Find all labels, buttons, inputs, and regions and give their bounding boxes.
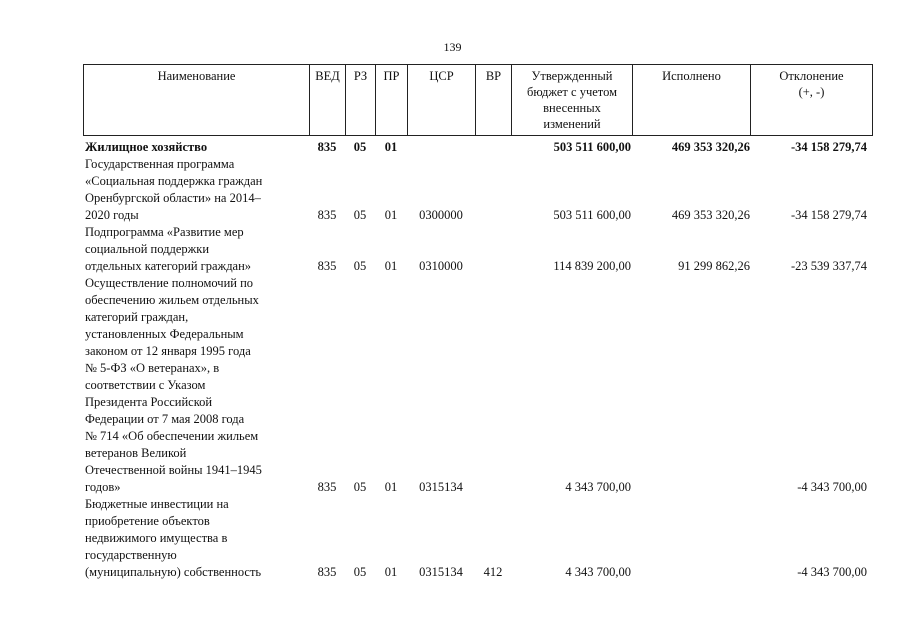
row-name-line: социальной поддержки bbox=[85, 242, 210, 256]
header-vr-label: ВР bbox=[485, 69, 502, 83]
row-vr-cell: 412 bbox=[483, 565, 503, 579]
header-vr bbox=[475, 64, 511, 136]
row-rz-cell: 05 bbox=[353, 259, 367, 273]
header-ved bbox=[309, 64, 345, 136]
header-approved-line: бюджет с учетом bbox=[526, 85, 617, 99]
header-pr-label: ПР bbox=[383, 69, 400, 83]
row-pr-cell: 01 bbox=[384, 565, 398, 579]
row-approved-cell: 4 343 700,00 bbox=[565, 480, 631, 494]
row-ved-cell: 835 bbox=[317, 480, 337, 494]
row-name-line: государственную bbox=[85, 548, 177, 562]
row-ved-cell: 835 bbox=[317, 259, 337, 273]
row-csr-cell: 0315134 bbox=[419, 480, 463, 494]
row-name-line: приобретение объектов bbox=[85, 514, 210, 528]
row-name-line: ветеранов Великой bbox=[85, 446, 187, 460]
header-pr bbox=[375, 64, 407, 136]
row-name-line: «Социальная поддержка граждан bbox=[85, 174, 263, 188]
row-name-line: (муниципальную) собственность bbox=[85, 565, 262, 579]
header-name-label: Наименование bbox=[157, 69, 236, 83]
row-csr-cell: 0300000 bbox=[419, 208, 463, 222]
header-executed bbox=[632, 64, 750, 136]
row-name-line: Подпрограмма «Развитие мер bbox=[85, 225, 244, 239]
row-name-line: Осуществление полномочий по bbox=[85, 276, 254, 290]
row-name-line: № 5-ФЗ «О ветеранах», в bbox=[85, 361, 220, 375]
row-name-line: соответствии с Указом bbox=[85, 378, 206, 392]
row-csr-cell: 0315134 bbox=[419, 565, 463, 579]
row-deviation-cell: -23 539 337,74 bbox=[790, 259, 867, 273]
header-rz bbox=[345, 64, 375, 136]
row-deviation-cell: -4 343 700,00 bbox=[797, 480, 867, 494]
row-name-line: Государственная программа bbox=[85, 157, 235, 171]
row-pr-cell: 01 bbox=[384, 208, 398, 222]
row-name-line: Федерации от 7 мая 2008 года bbox=[85, 412, 245, 426]
header-executed-label: Исполнено bbox=[662, 69, 721, 83]
row-name-line: недвижимого имущества в bbox=[85, 531, 228, 545]
row-deviation-cell: -4 343 700,00 bbox=[797, 565, 867, 579]
row-name-line: Оренбургской области» на 2014– bbox=[85, 191, 261, 205]
page-number: 139 bbox=[443, 40, 462, 54]
header-approved bbox=[511, 64, 632, 136]
row-name-line: категорий граждан, bbox=[85, 310, 189, 324]
row-name-line: законом от 12 января 1995 года bbox=[85, 344, 251, 358]
row-name-line: годов» bbox=[85, 480, 121, 494]
row-pr-cell: 01 bbox=[384, 480, 398, 494]
header-approved-line: Утвержденный bbox=[531, 69, 613, 83]
header-deviation-line: (+, -) bbox=[798, 85, 825, 99]
header-deviation bbox=[750, 64, 873, 136]
row-approved-cell: 503 511 600,00 bbox=[553, 140, 631, 154]
header-csr bbox=[407, 64, 475, 136]
row-name-line: Жилищное хозяйство bbox=[85, 140, 208, 154]
row-name-line: обеспечению жильем отдельных bbox=[85, 293, 259, 307]
header-deviation-line: Отклонение bbox=[779, 69, 844, 83]
row-approved-cell: 114 839 200,00 bbox=[553, 259, 631, 273]
header-approved-line: изменений bbox=[543, 117, 601, 131]
row-executed-cell: 91 299 862,26 bbox=[678, 259, 750, 273]
row-executed-cell: 469 353 320,26 bbox=[671, 140, 750, 154]
row-approved-cell: 4 343 700,00 bbox=[565, 565, 631, 579]
header-approved-line: внесенных bbox=[543, 101, 601, 115]
row-name-line: Президента Российской bbox=[85, 395, 213, 409]
row-approved-cell: 503 511 600,00 bbox=[553, 208, 631, 222]
row-ved-cell: 835 bbox=[317, 208, 337, 222]
header-name bbox=[83, 64, 309, 136]
row-ved-cell: 835 bbox=[317, 140, 337, 154]
row-deviation-cell: -34 158 279,74 bbox=[790, 208, 867, 222]
row-name-line: отдельных категорий граждан» bbox=[85, 259, 252, 273]
row-pr-cell: 01 bbox=[384, 259, 398, 273]
row-csr-cell: 0310000 bbox=[419, 259, 463, 273]
row-rz-cell: 05 bbox=[353, 140, 367, 154]
row-name-line: Бюджетные инвестиции на bbox=[85, 497, 229, 511]
header-csr-label: ЦСР bbox=[429, 69, 454, 83]
header-rz-label: РЗ bbox=[353, 69, 368, 83]
row-rz-cell: 05 bbox=[353, 565, 367, 579]
row-name-line: № 714 «Об обеспечении жильем bbox=[85, 429, 259, 443]
row-pr-cell: 01 bbox=[384, 140, 398, 154]
row-executed-cell: 469 353 320,26 bbox=[671, 208, 750, 222]
row-rz-cell: 05 bbox=[353, 208, 367, 222]
row-name-line: Отечественной войны 1941–1945 bbox=[85, 463, 262, 477]
row-name-line: установленных Федеральным bbox=[85, 327, 244, 341]
row-rz-cell: 05 bbox=[353, 480, 367, 494]
header-ved-label: ВЕД bbox=[315, 69, 340, 83]
row-deviation-cell: -34 158 279,74 bbox=[790, 140, 867, 154]
row-ved-cell: 835 bbox=[317, 565, 337, 579]
row-name-line: 2020 годы bbox=[85, 208, 139, 222]
